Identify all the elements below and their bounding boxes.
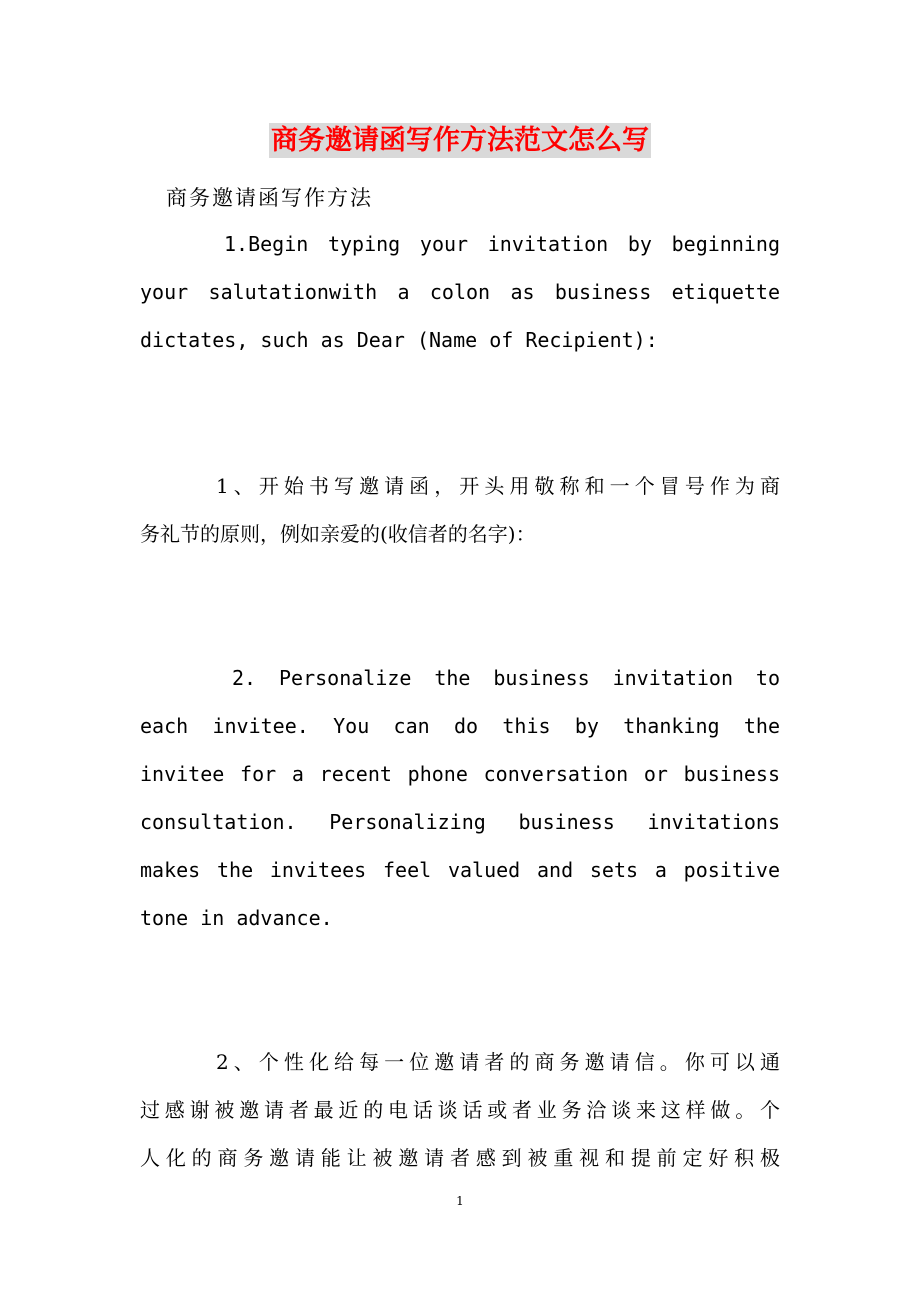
text-line: 2. Personalize the business invitation to [232,666,780,690]
page-number: 1 [456,1194,464,1208]
paragraph-zh-1 [140,472,780,568]
text-line: tone in advance. [140,906,333,930]
text-line: 1、开始书写邀请函，开头用敬称和一个冒号作为商 [216,474,780,498]
paragraph-zh-2 [140,1048,780,1192]
text-line: 1.Begin typing your invitation by beginning [224,232,780,256]
document-title [0,118,920,157]
paragraph-en-1 [140,230,780,374]
subtitle: 商务邀请函写作方法 [166,186,373,210]
text-line: dictates, such as Dear (Name of Recipient): [140,328,658,352]
text-line: your salutationwith a colon as business etiquette [140,280,780,304]
text-line: 人化的商务邀请能让被邀请者感到被重视和提前定好积极 [140,1146,780,1170]
text-line: 务礼节的原则，例如亲爱的(收信者的名字)： [140,522,536,546]
text-line: 过感谢被邀请者最近的电话谈话或者业务洽谈来这样做。个 [140,1098,780,1122]
text-line: consultation. Personalizing business invitations [140,810,780,834]
text-line: makes the invitees feel valued and sets a positive [140,858,780,882]
paragraph-en-2 [140,664,780,952]
text-line: invitee for a recent phone conversation or business [140,762,780,786]
text-line: each invitee. You can do this by thanking the [140,714,780,738]
text-line: 2、个性化给每一位邀请者的商务邀请信。你可以通 [216,1050,780,1074]
title-text: 商务邀请函写作方法范文怎么写 [271,125,649,156]
